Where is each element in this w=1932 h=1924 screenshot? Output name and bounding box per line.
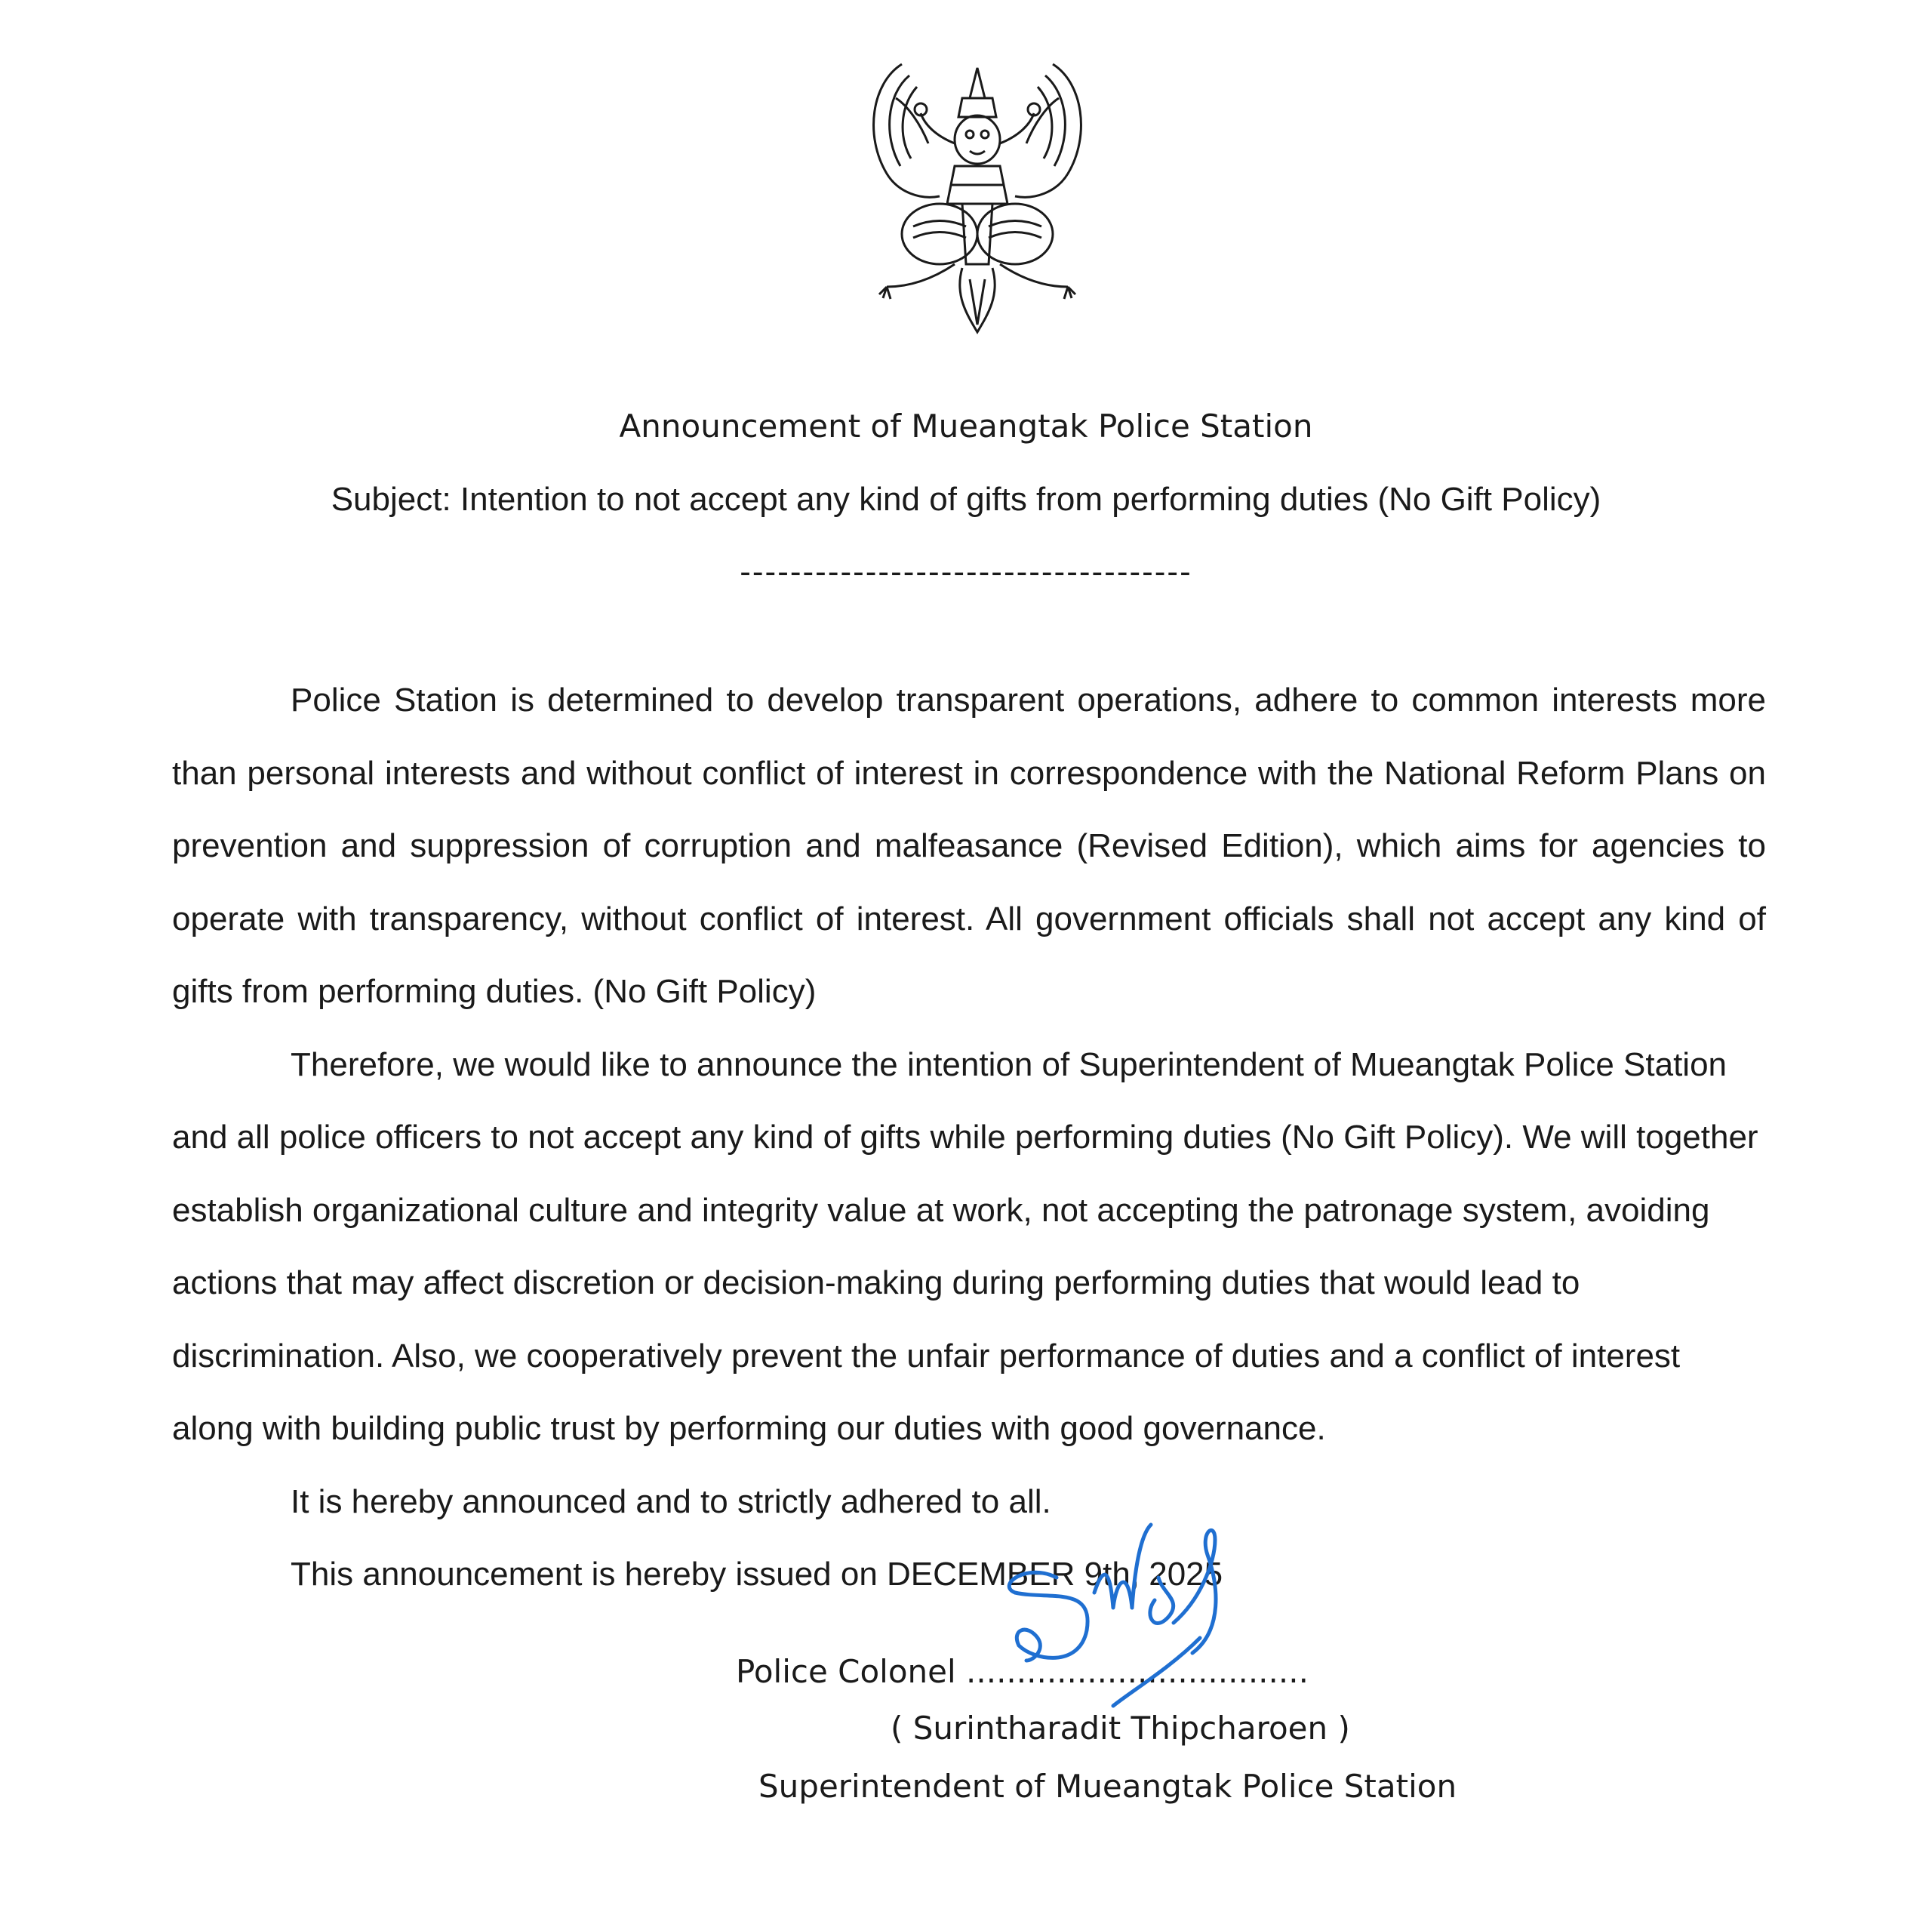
- signatory-title: Superintendent of Mueangtak Police Station: [758, 1768, 1457, 1805]
- signatory-name: ( Surintharadit Thipcharoen ): [891, 1710, 1350, 1747]
- divider-rule: ------------------------------------: [740, 553, 1192, 590]
- handwritten-signature-icon: [981, 1510, 1283, 1736]
- announcement-subject: Subject: Intention to not accept any kind of gifts from performing duties (No Gift Policy): [331, 481, 1601, 518]
- announcement-title: Announcement of Mueangtak Police Station: [619, 408, 1313, 445]
- body-line-adherence: It is hereby announced and to strictly adhered to all.: [291, 1482, 1051, 1520]
- body-line-issue-date: This announcement is hereby issued on DECEMBER 9th, 2025: [291, 1556, 1223, 1593]
- signatory-rank-line: Police Colonel ..................................: [736, 1653, 1309, 1690]
- body-paragraph-2: Therefore, we would like to announce the intention of Superintendent of Mueangtak Police Station and all police officers to not accept any kind of gifts while performing duties (No Gift Policy). We will together establish organizational culture and integrity value at work, not accepting the patronage system, avoiding actions that may affect discretion or decision-making during performing duties that would lead to discrimination. Also, we cooperatively prevent the unfair performance of duties and a conflict of interest along with building public trust by performing our duties with good governance.: [172, 1045, 1758, 1447]
- announcement-body: [172, 664, 1766, 1612]
- garuda-emblem-icon: [849, 53, 1106, 340]
- body-paragraph-1: Police Station is determined to develop transparent operations, adhere to common interests more than personal interests and without conflict of interest in correspondence with the National Reform Plans on prevention and suppression of corruption and malfeasance (Revised Edition), which aims for agencies to operate with transparency, without conflict of interest. All government officials shall not accept any kind of gifts from performing duties. (No Gift Policy): [172, 682, 1766, 1010]
